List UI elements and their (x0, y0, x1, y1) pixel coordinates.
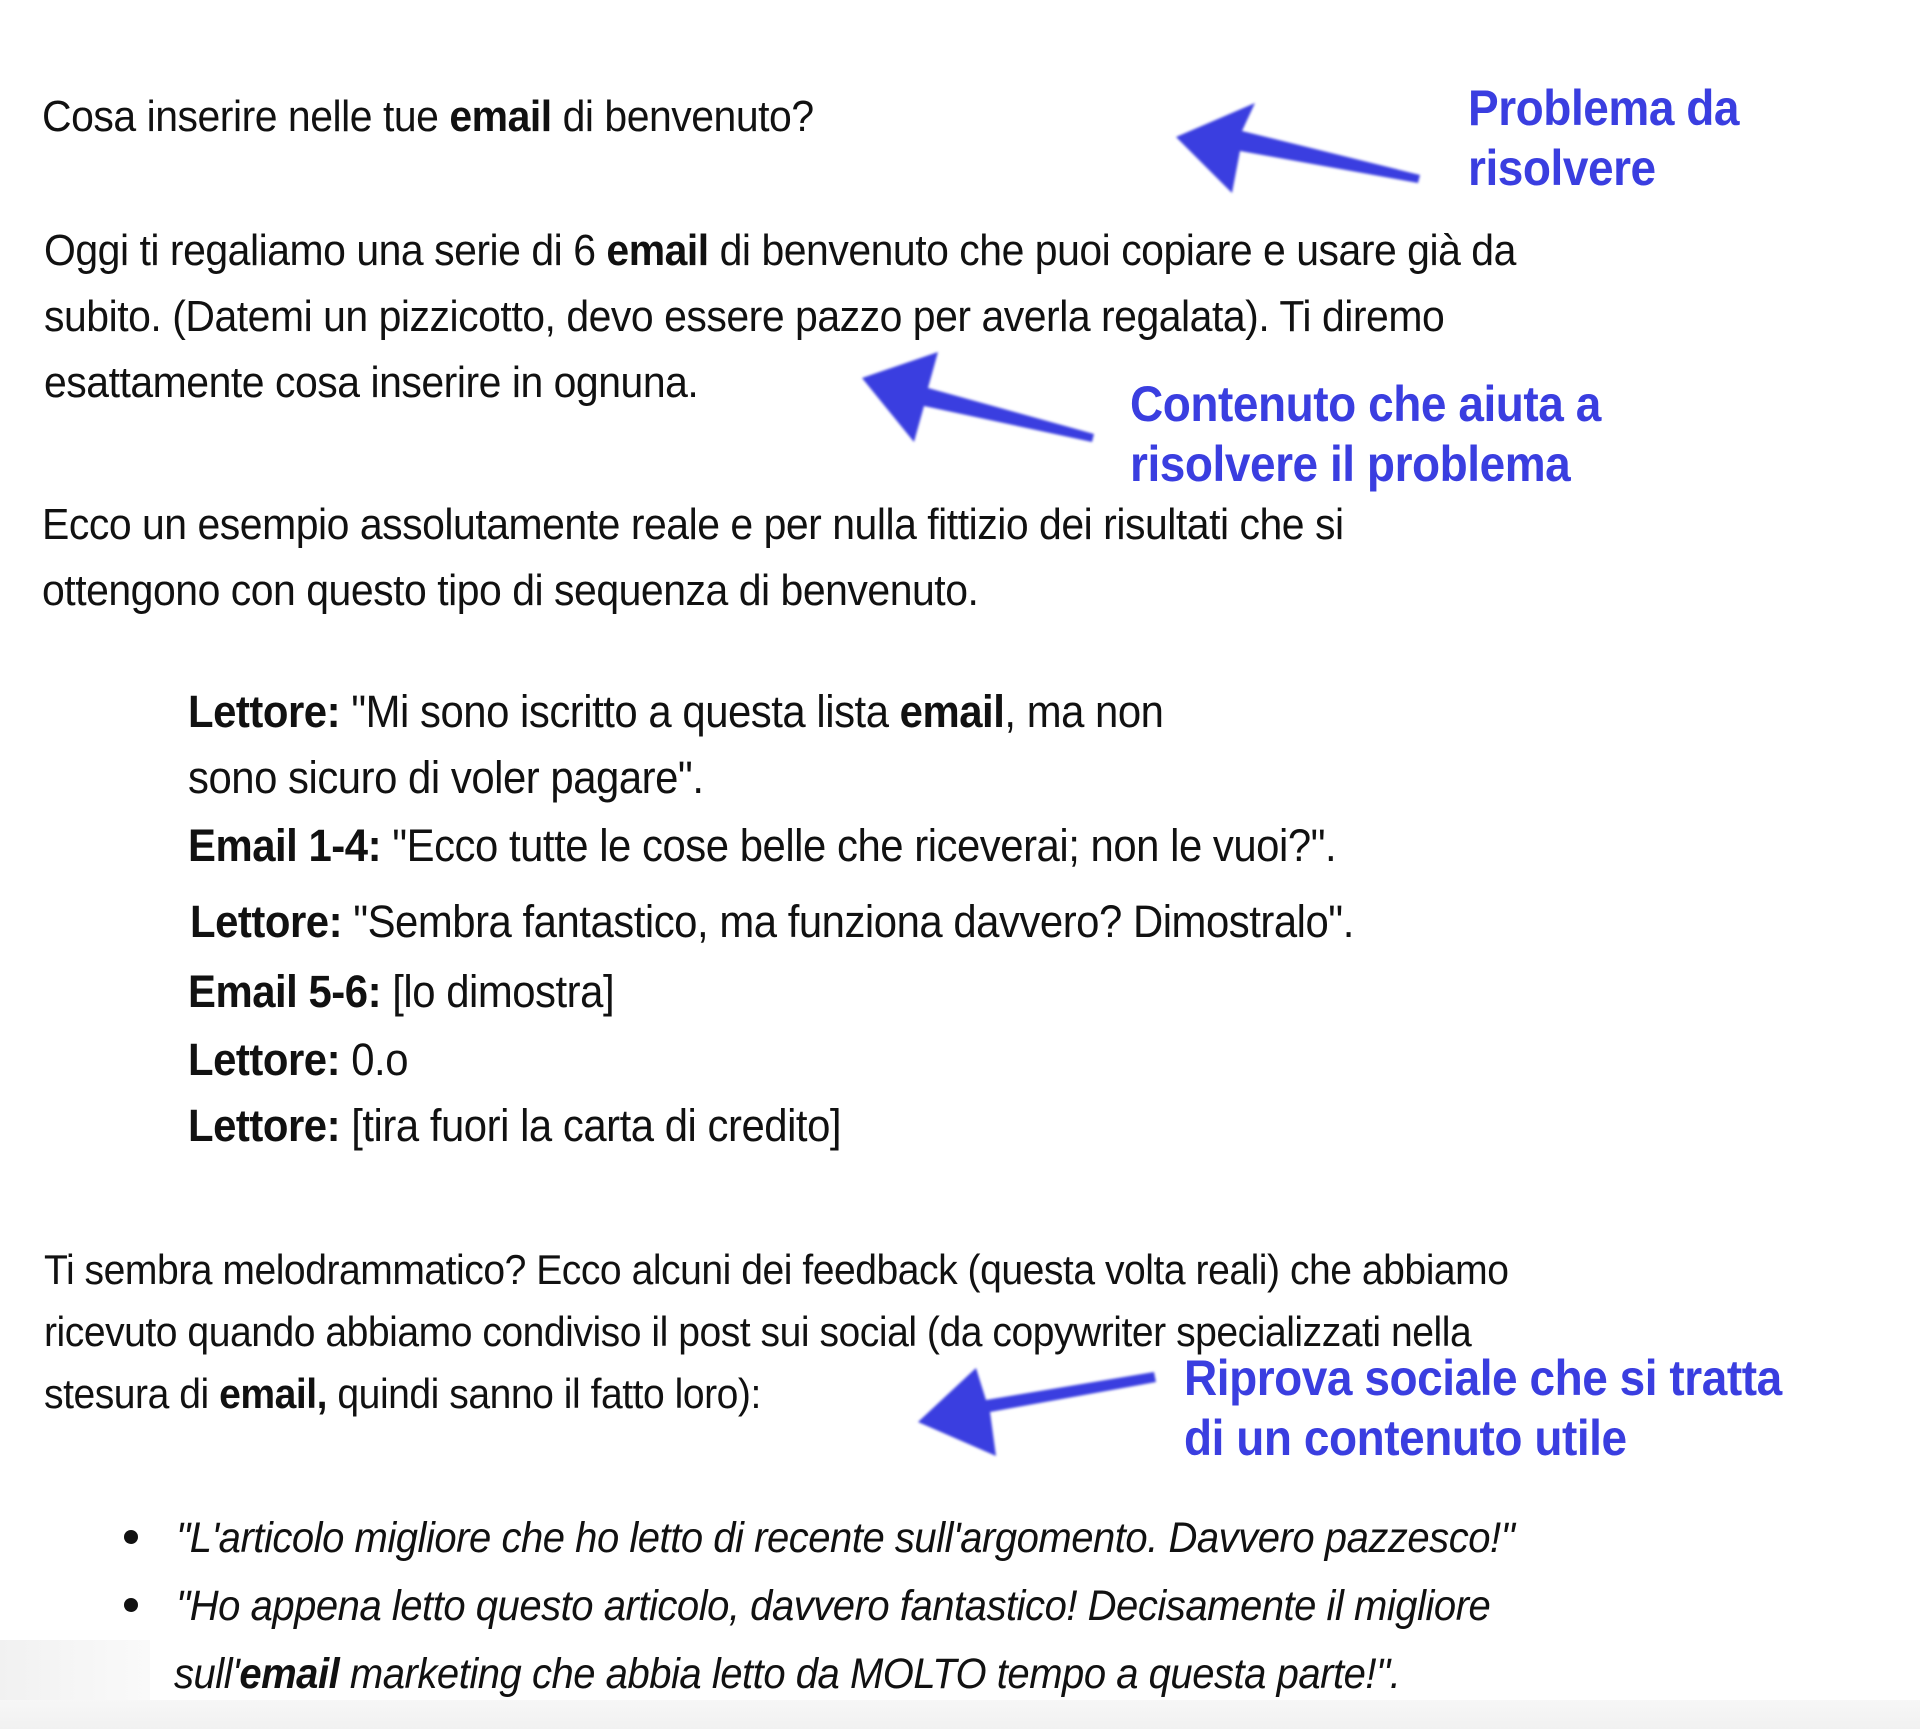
annotation-problem: Problema da risolvere (1468, 80, 1740, 196)
dialog-line-1: Lettore: "Mi sono iscritto a questa lista email, ma non (188, 686, 1164, 737)
annotation-social-proof: Riprova sociale che si tratta di un contenuto utile (1184, 1350, 1782, 1466)
bullet-icon (124, 1598, 138, 1612)
dialog-line-5: Lettore: 0.o (188, 1034, 409, 1085)
feedback-line-3: stesura di email, quindi sanno il fatto loro): (44, 1370, 761, 1417)
dialog-line-3: Lettore: "Sembra fantastico, ma funziona davvero? Dimostralo". (190, 896, 1354, 947)
quote-2-line-2: sull'email marketing che abbia letto da MOLTO tempo a questa parte!". (174, 1650, 1401, 1698)
dialog-line-6: Lettore: [tira fuori la carta di credito] (188, 1100, 842, 1151)
feedback-line-2: ricevuto quando abbiamo condiviso il post sui social (da copywriter specializzati nella (44, 1308, 1472, 1355)
dialog-line-4: Email 5-6: [lo dimostra] (188, 966, 615, 1017)
bullet-icon (124, 1530, 138, 1544)
intro-line-1: Oggi ti regaliamo una serie di 6 email di benvenuto che puoi copiare e usare già da (44, 226, 1516, 275)
annotation-content: Contenuto che aiuta a risolvere il problema (1130, 376, 1601, 492)
arrow-left-icon (908, 1364, 1168, 1474)
example-line-1: Ecco un esempio assolutamente reale e per nulla fittizio dei risultati che si (42, 500, 1344, 549)
quote-1: "L'articolo migliore che ho letto di recente sull'argomento. Davvero pazzesco!" (176, 1514, 1515, 1562)
quote-2-line-1: "Ho appena letto questo articolo, davvero fantastico! Decisamente il migliore (176, 1582, 1491, 1630)
bottom-shadow (0, 1700, 1920, 1729)
intro-line-3: esattamente cosa inserire in ognuna. (44, 358, 699, 407)
arrow-left-icon (1170, 95, 1430, 205)
intro-line-2: subito. (Datemi un pizzicotto, devo essere pazzo per averla regalata). Ti diremo (44, 292, 1445, 341)
arrow-left-icon (858, 348, 1108, 448)
feedback-line-1: Ti sembra melodrammatico? Ecco alcuni dei feedback (questa volta reali) che abbiamo (44, 1246, 1509, 1293)
dialog-line-1-continuation: sono sicuro di voler pagare". (188, 752, 704, 803)
heading: Cosa inserire nelle tue email di benvenuto? (42, 92, 814, 141)
example-line-2: ottengono con questo tipo di sequenza di benvenuto. (42, 566, 979, 615)
dialog-line-2: Email 1-4: "Ecco tutte le cose belle che riceverai; non le vuoi?". (188, 820, 1337, 871)
